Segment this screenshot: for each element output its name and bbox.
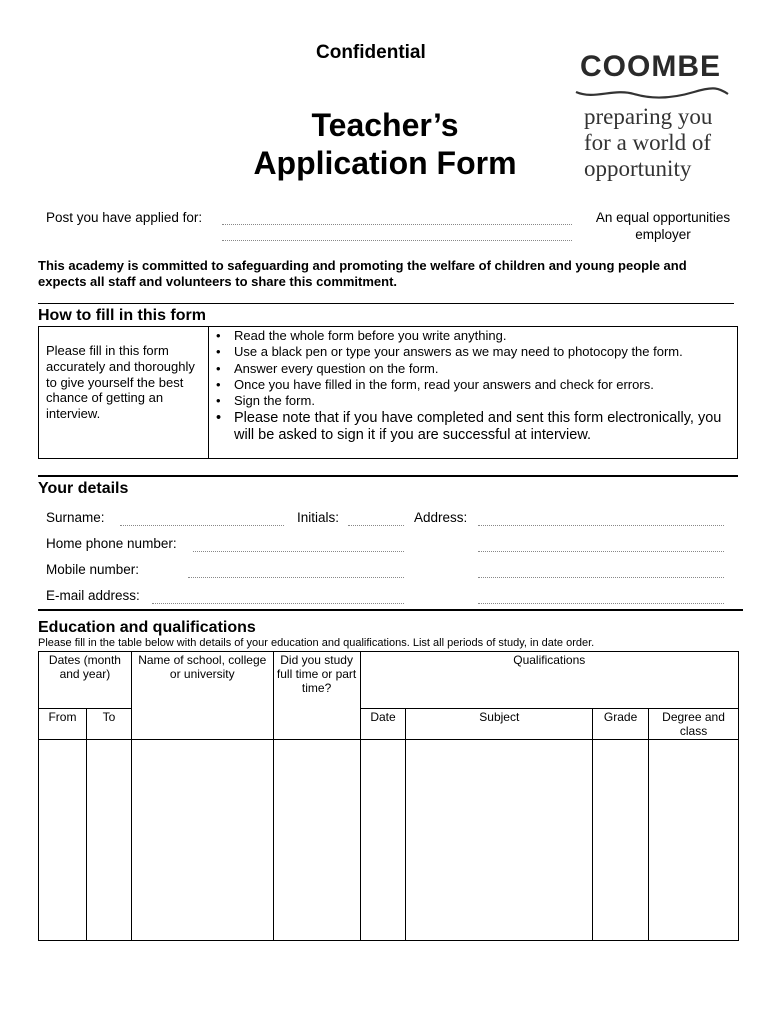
address-field-line-1[interactable] — [478, 525, 724, 526]
instruction-item: • Read the whole form before you write anything. — [216, 328, 736, 344]
email-field[interactable] — [152, 603, 404, 604]
subject-header: Subject — [406, 709, 593, 740]
how-to-heading: How to fill in this form — [38, 307, 206, 324]
school-cell[interactable] — [131, 740, 273, 941]
equal-opportunities-line-2: employer — [635, 227, 691, 242]
mobile-label: Mobile number: — [46, 562, 140, 577]
dates-header: Dates (month and year) — [39, 652, 132, 709]
education-note: Please fill in the table below with details of your education and qualifications. List all periods of study, in date order. — [38, 637, 595, 649]
email-label: E-mail address: — [46, 588, 140, 603]
divider — [38, 609, 743, 611]
to-cell[interactable] — [86, 740, 131, 941]
divider — [38, 303, 734, 304]
your-details-heading: Your details — [38, 480, 129, 497]
home-phone-label: Home phone number: — [46, 536, 177, 551]
logo-tagline-3: opportunity — [584, 156, 692, 181]
to-header: To — [86, 709, 131, 740]
address-field-line-3[interactable] — [478, 577, 724, 578]
date-header: Date — [360, 709, 406, 740]
post-field-line-1[interactable] — [222, 224, 572, 225]
logo-swirl-icon — [574, 86, 730, 102]
school-header: Name of school, college or university — [131, 652, 273, 740]
logo-tagline-2: for a world of — [584, 130, 712, 155]
grade-header: Grade — [593, 709, 649, 740]
how-to-intro: Please fill in this form accurately and thoroughly to give yourself the best chance of getting an interview. — [46, 343, 195, 422]
surname-label: Surname: — [46, 510, 105, 525]
divider — [38, 475, 738, 477]
coombe-logo: COOMBE — [580, 50, 721, 83]
confidential-label: Confidential — [316, 42, 426, 63]
full-time-cell[interactable] — [273, 740, 360, 941]
initials-field[interactable] — [348, 525, 404, 526]
logo-tagline-1: preparing you — [584, 104, 713, 129]
post-label: Post you have applied for: — [46, 210, 203, 225]
qualifications-header: Qualifications — [360, 652, 738, 709]
from-cell[interactable] — [39, 740, 87, 941]
education-heading: Education and qualifications — [38, 619, 256, 636]
mobile-field[interactable] — [188, 577, 404, 578]
address-label: Address: — [414, 510, 468, 525]
instruction-item: • Once you have filled in the form, read your answers and check for errors. — [216, 377, 736, 393]
how-to-instructions — [216, 328, 736, 444]
safeguarding-statement: This academy is committed to safeguarding and promoting the welfare of children and young people and expects all staff and volunteers to share this commitment. — [38, 258, 687, 289]
how-to-divider — [208, 326, 209, 459]
degree-header: Degree and class — [649, 709, 739, 740]
page-title-line1: Teacher’s — [311, 107, 459, 143]
post-field-line-2[interactable] — [222, 240, 572, 241]
instruction-item: • Answer every question on the form. — [216, 361, 736, 377]
education-table — [38, 651, 739, 941]
address-field-line-4[interactable] — [478, 603, 724, 604]
address-field-line-2[interactable] — [478, 551, 724, 552]
from-header: From — [39, 709, 87, 740]
home-phone-field[interactable] — [193, 551, 404, 552]
instruction-item: • Sign the form. — [216, 393, 736, 409]
surname-field[interactable] — [120, 525, 284, 526]
initials-label: Initials: — [297, 510, 340, 525]
instruction-item: • Please note that if you have completed and sent this form electronically, you will be asked to sign it if you are successful at interview. — [216, 410, 736, 444]
page-title-line2: Application Form — [253, 145, 517, 181]
grade-cell[interactable] — [593, 740, 649, 941]
equal-opportunities-line-1: An equal opportunities — [595, 210, 731, 225]
full-time-header: Did you study full time or part time? — [273, 652, 360, 740]
degree-cell[interactable] — [649, 740, 739, 941]
subject-cell[interactable] — [406, 740, 593, 941]
instruction-item: • Use a black pen or type your answers as we may need to photocopy the form. — [216, 344, 736, 360]
date-cell[interactable] — [360, 740, 406, 941]
equal-opportunities-note — [578, 209, 748, 243]
